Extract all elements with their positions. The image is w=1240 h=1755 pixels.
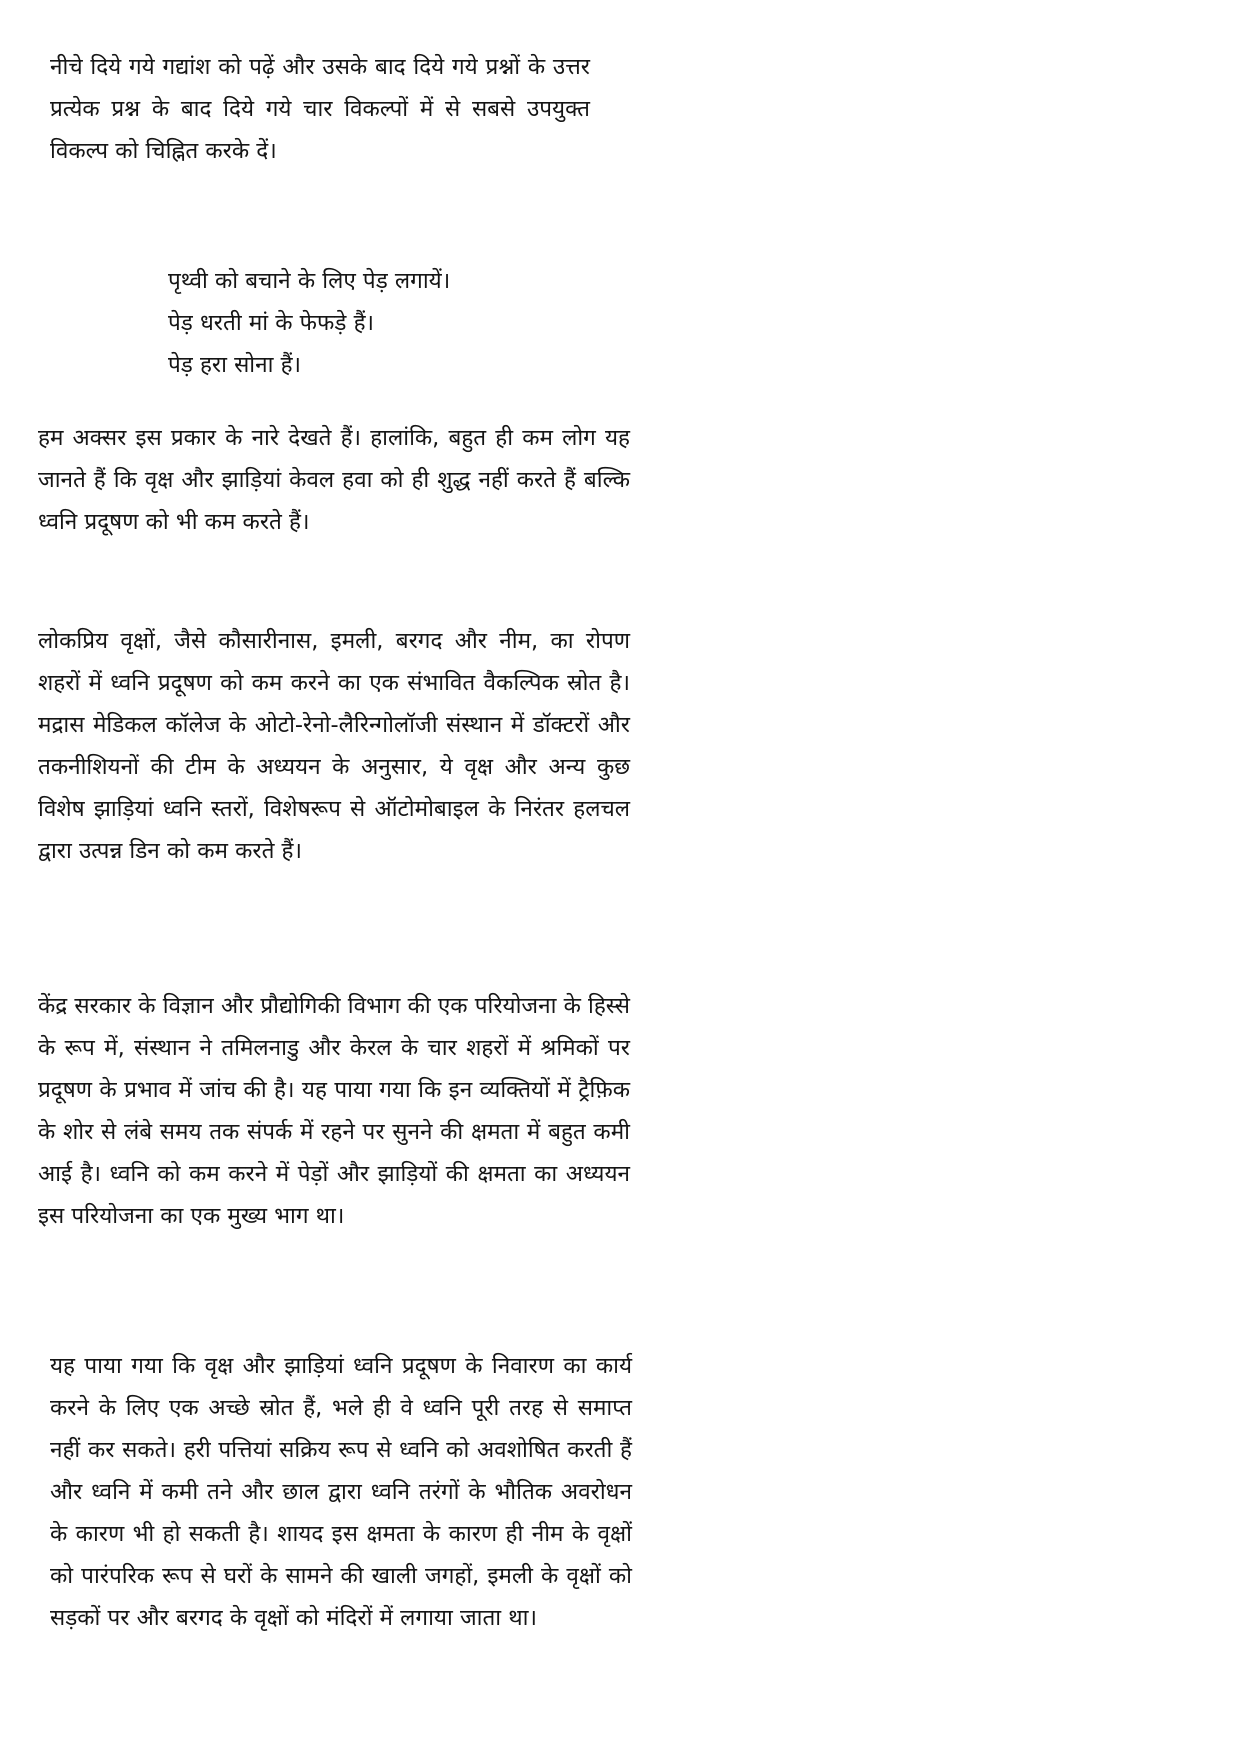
passage-paragraph-4 — [50, 1345, 632, 1639]
paragraph-text: लोकप्रिय वृक्षों, जैसे कौसारीनास, इमली, बरगद और नीम, का रोपण शहरों में ध्वनि प्रदूषण को कम करने का एक संभावित वैकल्पिक स्रोत है। मद्रास मेडिकल कॉलेज के ओटो-रेनो-लैरिन्गोलॉजी संस्थान में डॉक्टरों और तकनीशियनों की टीम के अध्ययन के अनुसार, ये वृक्ष और अन्य कुछ विशेष झाड़ियां ध्वनि स्तरों, विशेषरूप से ऑटोमोबाइल के निरंतर हलचल द्वारा उत्पन्न डिन को कम करते हैं। — [38, 628, 630, 864]
slogan-list — [168, 260, 628, 386]
passage-paragraph-1 — [38, 417, 630, 543]
instructions-text — [50, 46, 590, 172]
slogan-line: पेड़ हरा सोना हैं। — [168, 352, 302, 378]
paragraph-text: यह पाया गया कि वृक्ष और झाड़ियां ध्वनि प्रदूषण के निवारण का कार्य करने के लिए एक अच्छे स्रोत हैं, भले ही वे ध्वनि पूरी तरह से समाप्त नहीं कर सकते। हरी पत्तियां सक्रिय रूप से ध्वनि को अवशोषित करती हैं और ध्वनि में कमी तने और छाल द्वारा ध्वनि तरंगों के भौतिक अवरोधन के कारण भी हो सकती है। शायद इस क्षमता के कारण ही नीम के वृक्षों को पारंपरिक रूप से घरों के सामने की खाली जगहों, इमली के वृक्षों को सड़कों पर और बरगद के वृक्षों को मंदिरों में लगाया जाता था। — [50, 1353, 632, 1631]
passage-paragraph-3 — [38, 985, 630, 1237]
instructions-paragraph: नीचे दिये गये गद्यांश को पढ़ें और उसके बाद दिये गये प्रश्नों के उत्तर प्रत्येक प्रश्न के बाद दिये गये चार विकल्पों में से सबसे उपयुक्त विकल्प को चिह्नित करके दें। — [50, 54, 590, 164]
paragraph-text: हम अक्सर इस प्रकार के नारे देखते हैं। हालांकि, बहुत ही कम लोग यह जानते हैं कि वृक्ष और झाड़ियां केवल हवा को ही शुद्ध नहीं करते हैं बल्कि ध्वनि प्रदूषण को भी कम करते हैं। — [38, 425, 630, 535]
slogan-line: पेड़ धरती मां के फेफड़े हैं। — [168, 310, 375, 336]
slogan-line: पृथ्वी को बचाने के लिए पेड़ लगायें। — [168, 268, 451, 294]
passage-paragraph-2 — [38, 620, 630, 872]
paragraph-text: केंद्र सरकार के विज्ञान और प्रौद्योगिकी विभाग की एक परियोजना के हिस्से के रूप में, संस्थान ने तमिलनाडु और केरल के चार शहरों में श्रमिकों पर प्रदूषण के प्रभाव में जांच की है। यह पाया गया कि इन व्यक्तियों में ट्रैफ़िक के शोर से लंबे समय तक संपर्क में रहने पर सुनने की क्षमता में बहुत कमी आई है। ध्वनि को कम करने में पेड़ों और झाड़ियों की क्षमता का अध्ययन इस परियोजना का एक मुख्य भाग था। — [38, 993, 630, 1229]
